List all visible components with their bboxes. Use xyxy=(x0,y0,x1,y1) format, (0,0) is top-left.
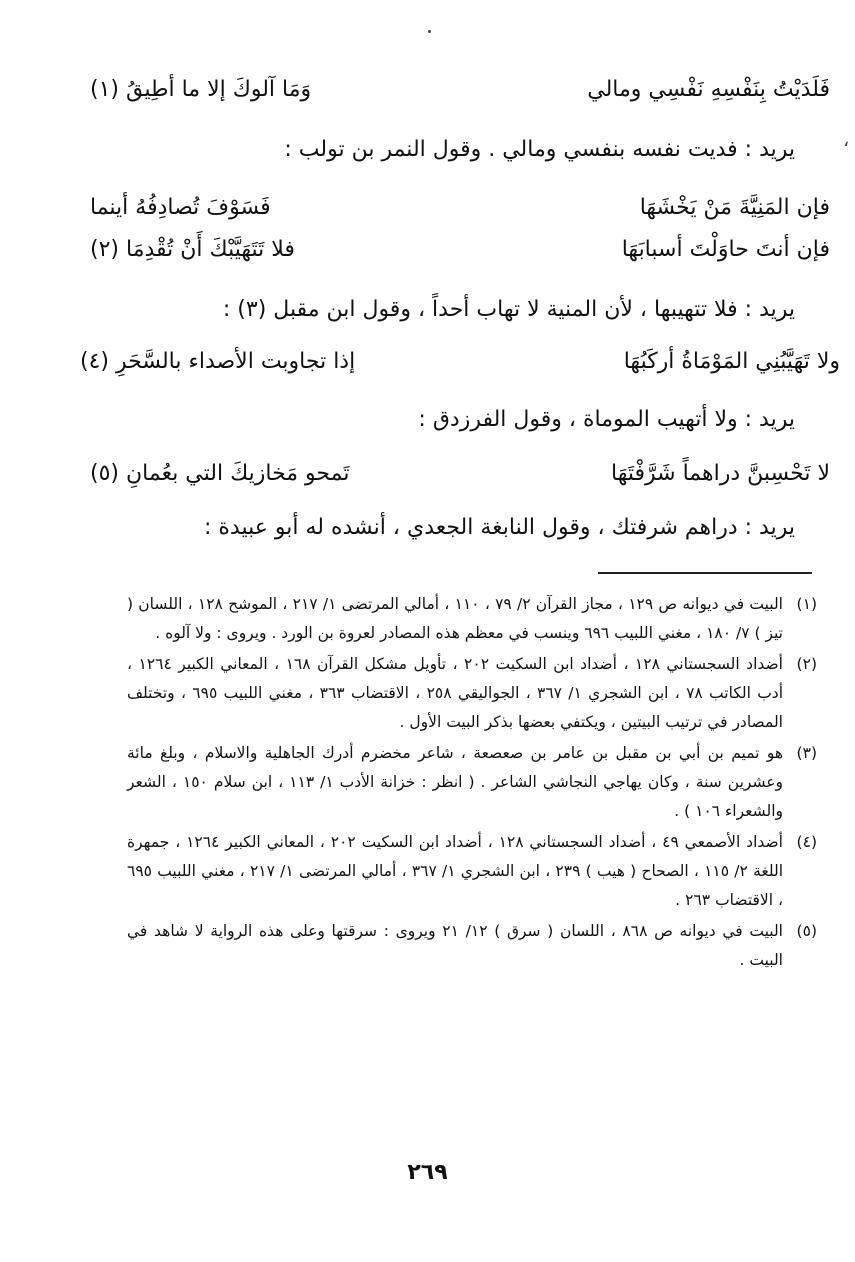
footnote-divider xyxy=(598,572,812,574)
verse-second-hemistich: فَسَوْفَ تُصادِفُهُ أينما xyxy=(90,195,271,220)
prose-line: يريد : دراهم شرفتك ، وقول النابغة الجعدي ، أنشده له أبو عبيدة : xyxy=(203,515,795,540)
footnote xyxy=(127,650,817,737)
page-number: ٢٦٩ xyxy=(407,1160,448,1185)
verse-second-hemistich: فلا تَتَهَيَّبْكَ أَنْ تُقْدِمَا (٢) xyxy=(90,237,295,262)
verse-second-hemistich: إذا تجاوبت الأصداء بالسَّحَرِ (٤) xyxy=(80,349,356,374)
verse-line xyxy=(80,344,840,380)
verse-line xyxy=(90,232,830,268)
verse-first-hemistich: فَلَدَيْتُ بِنَفْسِهِ نَفْسِي ومالي xyxy=(587,77,830,102)
footnote xyxy=(127,590,817,648)
footnote-number: (١) xyxy=(796,595,817,613)
footnote xyxy=(127,739,817,826)
margin-mark: ، xyxy=(843,130,849,151)
prose-line: يريد : فلا تتهيبها ، لأن المنية لا تهاب أحداً ، وقول ابن مقبل (٣) : xyxy=(222,297,795,322)
footnote-number: (٥) xyxy=(796,922,817,940)
footnote-text: أضداد الأصمعي ٤٩ ، أضداد السجستاني ١٢٨ ، أضداد ابن السكيت ٢٠٢ ، المعاني الكبير ١٢٦٤ ، جمهرة اللغة ٢/ ١١٥ ، الصحاح ( هيب ) ٢٣٩ ، ابن الشجري ١/ ٣٦٧ ، أمالي المرتضى ١/ ٢١٧ ، مغني اللبيب ٦٩٥ ، الاقتضاب ٢٦٣ . xyxy=(127,833,784,909)
prose-line: يريد : فديت نفسه بنفسي ومالي . وقول النمر بن تولب : xyxy=(284,137,795,162)
footnote xyxy=(127,828,817,915)
verse-line xyxy=(90,72,830,108)
footnote-text: البيت في ديوانه ص ٨٦٨ ، اللسان ( سرق ) ١٢/ ٢١ ويروى : سرقتها وعلى هذه الرواية لا شاهد في البيت . xyxy=(127,922,783,969)
verse-first-hemistich: ولا تَهَيَّبُنِي المَوْمَاةُ أركَبُهَا xyxy=(623,349,840,374)
verse-line xyxy=(90,190,830,226)
footnote-text: هو تميم بن أبي بن مقبل بن عامر بن صعصعة ، شاعر مخضرم أدرك الجاهلية والاسلام ، وبلغ مائة وعشرين سنة ، وكان يهاجي النجاشي الشاعر . ( انظر : خزانة الأدب ١/ ١١٣ ، ابن سلام ١٥٠ ، الشعر والشعراء ١٠٦ ) . xyxy=(127,744,784,820)
footnote-number: (٤) xyxy=(796,833,817,851)
verse-second-hemistich: تَمحو مَخازيكَ التي بعُمانِ (٥) xyxy=(90,461,350,486)
footnote xyxy=(127,917,817,975)
verse-second-hemistich: وَمَا آلوكَ إلا ما أطِيقُ (١) xyxy=(90,77,312,102)
footnote-number: (٣) xyxy=(796,744,817,762)
verse-first-hemistich: فإن أنتَ حاوَلْتَ أسبابَهَا xyxy=(621,237,830,262)
footnote-text: البيت في ديوانه ص ١٢٩ ، مجاز القرآن ٢/ ٧٩ ، ١١٠ ، أمالي المرتضى ١/ ٢١٧ ، الموشح ١٢٨ ، اللسان ( تيز ) ٧/ ١٨٠ ، مغني اللبيب ٦٩٦ وينسب في معظم هذه المصادر لعروة بن الورد . ويروى : ولا آلوه . xyxy=(127,595,783,642)
verse-first-hemistich: لا تَحْسِبنَّ دراهماً شَرَّفْتَهَا xyxy=(611,461,830,486)
speck xyxy=(428,30,431,33)
prose-line: يريد : ولا أتهيب الموماة ، وقول الفرزدق : xyxy=(418,407,795,432)
footnotes xyxy=(127,590,817,977)
footnote-text: أضداد السجستاني ١٢٨ ، أضداد ابن السكيت ٢٠٢ ، تأويل مشكل القرآن ١٦٨ ، المعاني الكبير ١٢٦٤ ، أدب الكاتب ٧٨ ، ابن الشجري ١/ ٣٦٧ ، الجواليقي ٢٥٨ ، الاقتضاب ٣٦٣ ، مغني اللبيب ٦٩٥ ، وتختلف المصادر في ترتيب البيتين ، ويكتفي بعضها بذكر البيت الأول . xyxy=(127,655,784,731)
verse-first-hemistich: فإن المَنِيَّةَ مَنْ يَخْشَهَا xyxy=(639,195,830,220)
footnote-number: (٢) xyxy=(796,655,817,673)
verse-line xyxy=(90,456,830,492)
